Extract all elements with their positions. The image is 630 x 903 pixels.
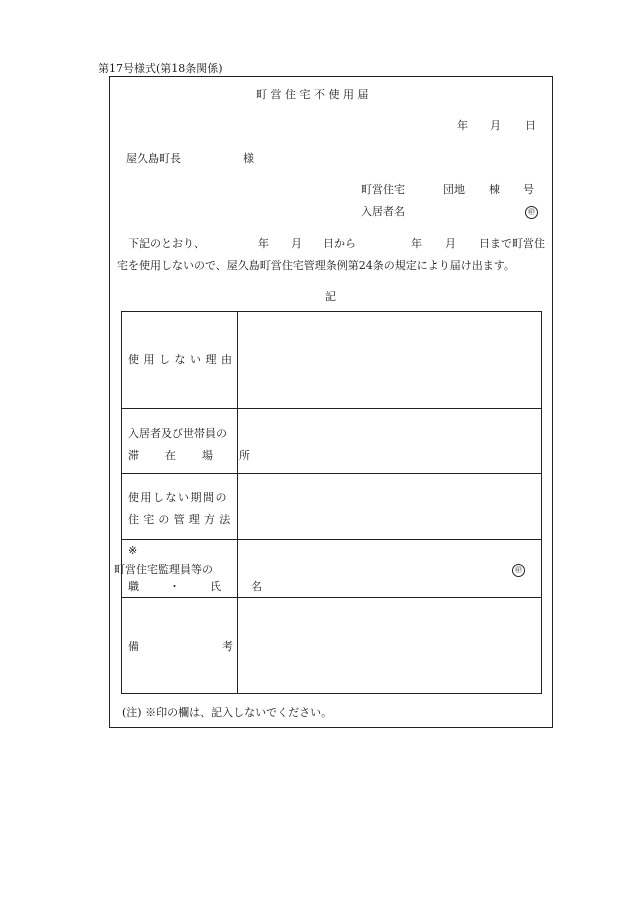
addressee-name: 屋久島町長 bbox=[126, 152, 181, 165]
row-remarks-value[interactable] bbox=[241, 601, 537, 690]
row-supervisor-label-line2: 職・氏名 bbox=[128, 580, 292, 593]
body-to-month: 月 bbox=[445, 237, 456, 250]
row-supervisor-label-line1: 町営住宅監理員等の bbox=[114, 563, 213, 576]
row-remarks-label: 備考 bbox=[128, 640, 316, 653]
form-title: 町 営 住 宅 不 使 用 届 bbox=[256, 88, 369, 101]
row-supervisor-seal: ㊞ bbox=[512, 563, 525, 577]
row-reason-value[interactable] bbox=[241, 315, 537, 405]
body-to-day: 日まで町営住 bbox=[479, 237, 545, 250]
date-year: 年 bbox=[457, 119, 468, 132]
row-method-value[interactable] bbox=[241, 477, 537, 536]
body-from-month: 月 bbox=[291, 237, 302, 250]
body-to-year: 年 bbox=[411, 237, 422, 250]
date-day: 日 bbox=[525, 119, 536, 132]
footnote: (注) ※印の欄は、記入しないでください。 bbox=[122, 706, 333, 719]
housing-building: 棟 bbox=[489, 183, 500, 196]
form-number: 第17号様式(第18条関係) bbox=[98, 62, 223, 75]
ki-label: 記 bbox=[325, 290, 336, 303]
addressee-honorific: 様 bbox=[243, 152, 254, 165]
table-row-divider bbox=[121, 539, 542, 540]
row-stay-label-line2-text: 滞在場所 bbox=[128, 449, 276, 462]
row-supervisor-mark: ※ bbox=[128, 544, 138, 557]
body-line1-start: 下記のとおり、 bbox=[128, 237, 205, 250]
table-column-divider bbox=[237, 311, 238, 694]
body-from-year: 年 bbox=[258, 237, 269, 250]
housing-danchi: 団地 bbox=[443, 183, 465, 196]
housing-label: 町営住宅 bbox=[361, 183, 405, 196]
table-row-divider bbox=[121, 473, 542, 474]
row-stay-label-line2 bbox=[128, 449, 276, 462]
row-stay-value[interactable] bbox=[241, 412, 537, 470]
row-method-label-line2: 住宅の管理方法 bbox=[128, 513, 235, 526]
table-row-divider bbox=[121, 408, 542, 409]
resident-seal: ㊞ bbox=[525, 205, 538, 219]
row-method-label-line1: 使用しない期間の bbox=[128, 491, 228, 504]
body-line2: 宅を使用しないので、屋久島町営住宅管理条例第24条の規定により届け出ます。 bbox=[117, 259, 515, 272]
resident-label: 入居者名 bbox=[361, 205, 405, 218]
table-row-divider bbox=[121, 597, 542, 598]
body-from-day: 日から bbox=[323, 237, 356, 250]
row-stay-label-line1: 入居者及び世帯員の bbox=[128, 427, 227, 440]
housing-number: 号 bbox=[523, 183, 534, 196]
date-month: 月 bbox=[490, 119, 501, 132]
row-reason-label: 使用しない理由 bbox=[128, 353, 237, 366]
